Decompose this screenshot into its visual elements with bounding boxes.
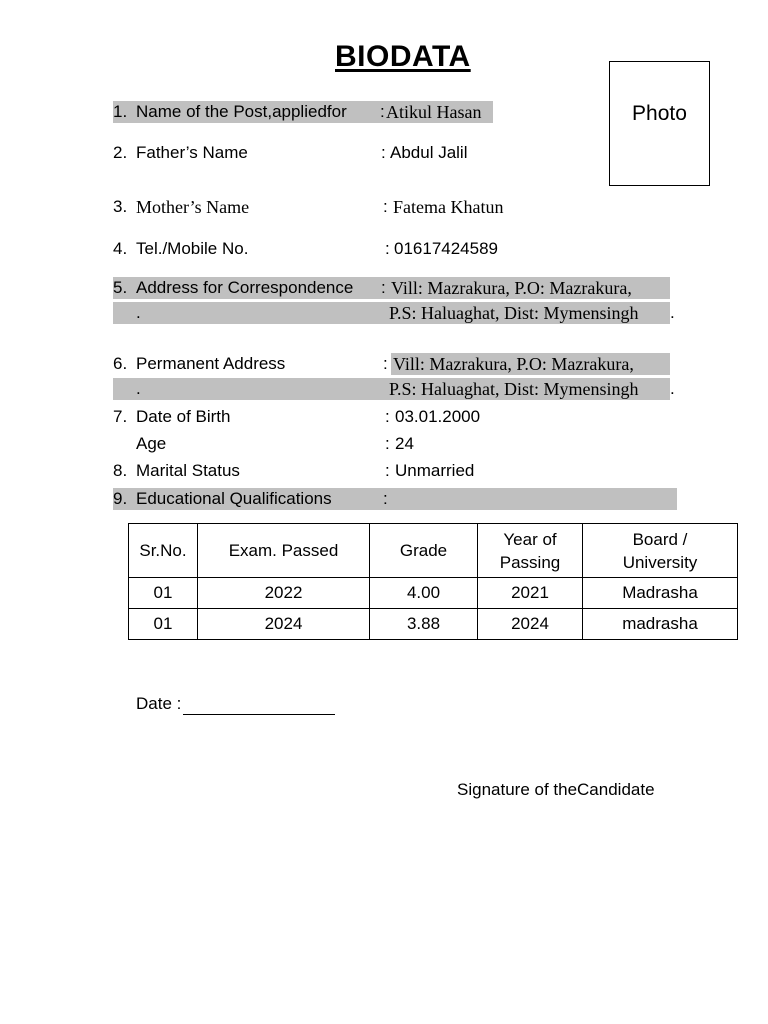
phone-separator: : [385,239,390,258]
header-line: University [622,552,698,572]
phone-label: Tel./Mobile No. [136,239,249,258]
table-cell: 2024 [478,609,583,640]
field-number: 1. [113,102,128,121]
table-row [129,609,738,640]
phone-value: 01617424589 [394,239,499,258]
marital-status-separator: : [385,461,390,480]
table-cell: 4.00 [370,578,478,609]
header-line: Exam. Passed [228,541,339,560]
correspondence-end-dot: . [670,303,675,322]
field-number: 6. [113,354,128,373]
table-cell: 3.88 [370,609,478,640]
table-row [129,578,738,609]
education-label: Educational Qualifications [136,489,332,508]
table-cell: madrasha [583,609,738,640]
signature-label: Signature of theCandidate [457,780,655,799]
dob-value: 03.01.2000 [395,407,481,426]
field-number: 5. [113,278,128,297]
photo-placeholder [609,61,710,186]
field-number: 7. [113,407,128,426]
column-header [583,524,738,578]
header-line: Grade [399,541,448,560]
field-number: 8. [113,461,128,480]
dob-label: Date of Birth [136,407,231,426]
dob-separator: : [385,407,390,426]
field-number: 4. [113,239,128,258]
permanent-line-1: Vill: Mazrakura, P.O: Mazrakura, [393,354,634,374]
correspondence-address-label: Address for Correspondence [136,278,354,297]
correspondence-dot: . [136,303,141,322]
permanent-address-label: Permanent Address [136,354,286,373]
column-header [370,524,478,578]
table-cell: Madrasha [583,578,738,609]
education-table [128,523,738,640]
table-cell: 01 [129,578,198,609]
post-label: Name of the Post,appliedfor [136,102,347,121]
table-cell: 2024 [198,609,370,640]
mother-name-value: Fatema Khatun [393,197,504,217]
header-line: Board / [632,529,688,549]
column-header [129,524,198,578]
field-number: 3. [113,197,128,216]
permanent-dot: . [136,379,141,398]
father-name-label: Father’s Name [136,143,248,162]
column-header [198,524,370,578]
post-separator: : [380,102,385,121]
correspondence-line-2: P.S: Haluaghat, Dist: Mymensingh [389,303,639,323]
age-separator: : [385,434,390,453]
table-cell: 01 [129,609,198,640]
field-number: 9. [113,489,128,508]
permanent-line-2: P.S: Haluaghat, Dist: Mymensingh [389,379,639,399]
correspondence-separator: : [381,278,386,297]
photo-label: Photo [632,102,687,125]
date-blank-line [183,697,335,715]
permanent-separator: : [383,354,388,373]
page-title: BIODATA [335,40,471,73]
date-label: Date : [136,694,182,713]
age-value: 24 [395,434,414,453]
correspondence-line-1: Vill: Mazrakura, P.O: Mazrakura, [391,278,632,298]
header-line: Year of [503,529,557,549]
marital-status-label: Marital Status [136,461,240,480]
date-field [136,693,335,715]
age-label: Age [136,434,167,453]
column-header [478,524,583,578]
table-header-row [129,524,738,578]
permanent-end-dot: . [670,379,675,398]
post-value: Atikul Hasan [386,102,482,122]
table-cell: 2022 [198,578,370,609]
mother-name-label: Mother’s Name [136,197,250,217]
marital-status-value: Unmarried [395,461,475,480]
father-name-separator: : [381,143,386,162]
header-line: Passing [499,552,561,572]
field-number: 2. [113,143,128,162]
mother-name-separator: : [383,197,388,216]
header-line: Sr.No. [139,541,187,560]
table-cell: 2021 [478,578,583,609]
father-name-value: Abdul Jalil [390,143,468,162]
education-separator: : [383,489,388,508]
